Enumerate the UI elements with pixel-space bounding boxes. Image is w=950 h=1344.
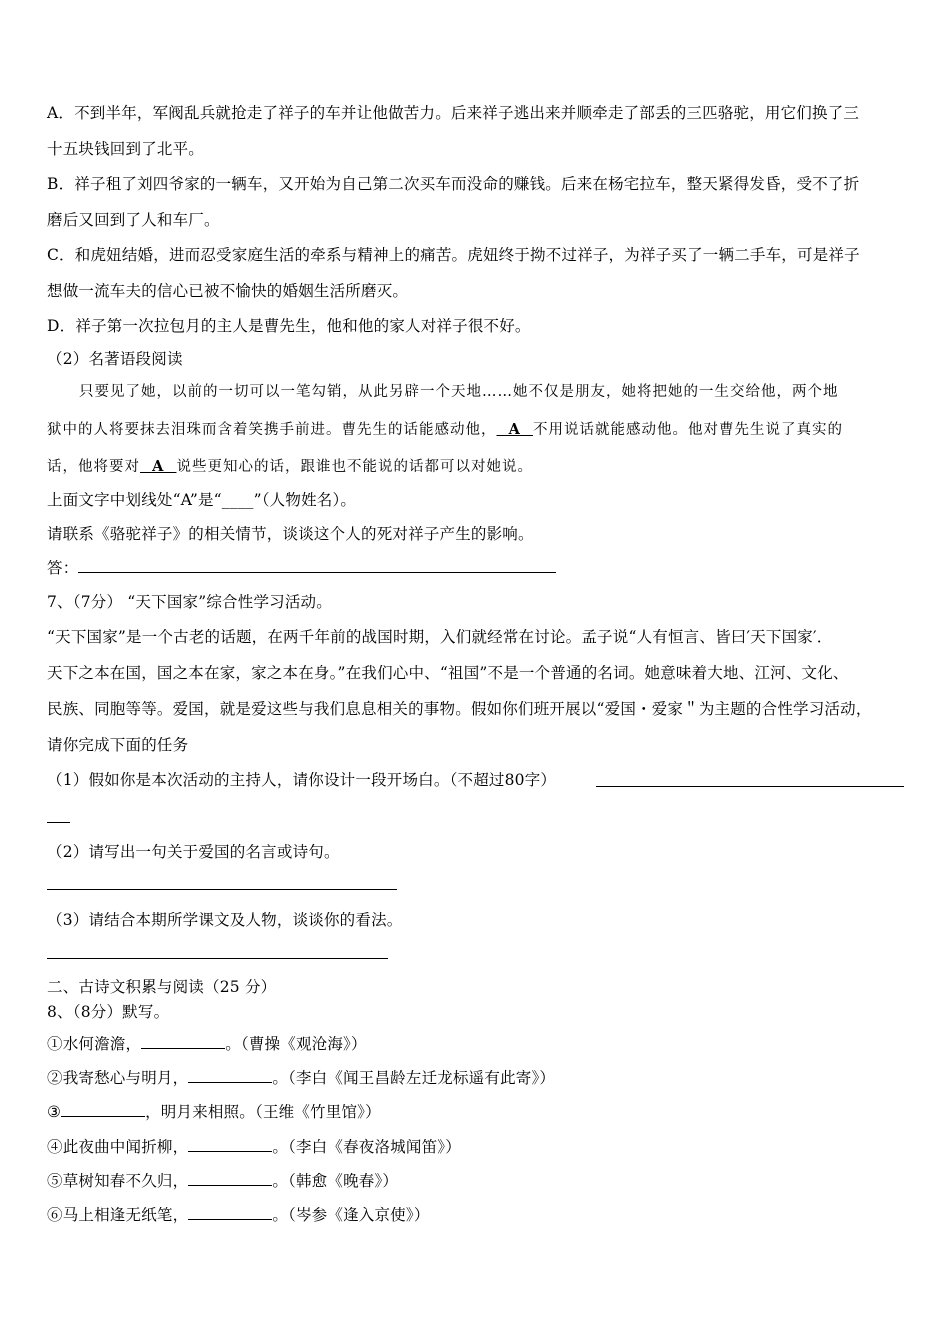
recite-item-5-before: ⑤草树知春不久归， — [47, 1172, 189, 1190]
q8-title: 8、（8分）默写。 — [47, 1003, 170, 1021]
q7-title: 7、（7分） “天下国家”综合性学习活动。 — [47, 593, 332, 611]
recite-blank-2[interactable] — [188, 1068, 272, 1083]
q7-para-line-4: 请你完成下面的任务 — [47, 736, 189, 754]
recite-item-1-before: ①水何澹澹， — [47, 1035, 142, 1053]
recite-blank-6[interactable] — [188, 1205, 272, 1220]
recite-blank-5[interactable] — [188, 1171, 272, 1186]
passage-line-1: 只要见了她，以前的一切可以一笔勾销，从此另辟一个天地……她不仅是朋友，她将把她的一生交给他，两个地 — [79, 384, 839, 400]
recite-item-1 — [47, 1034, 367, 1054]
option-d: D．祥子第一次拉包月的主人是曹先生，他和他的家人对祥子很不好。 — [47, 317, 531, 335]
q7-para-line-3: 民族、同胞等等。爱国，就是爱这些与我们息息相关的事物。假如你们班开展以“爱国・爱家＂为主题的合性学习活动， — [47, 700, 872, 718]
recite-item-3-before: ③ — [47, 1103, 62, 1121]
passage-line-3-start: 话，他将要对 — [47, 459, 140, 475]
q7-task-1: （1）假如你是本次活动的主持人，请你设计一段开场白。（不超过80字） — [47, 771, 557, 789]
part2-title: （2）名著语段阅读 — [47, 350, 183, 368]
section-2-heading: 二、古诗文积累与阅读（25 分） — [47, 978, 277, 996]
question-relate-plot: 请联系《骆驼祥子》的相关情节，谈谈这个人的死对祥子产生的影响。 — [47, 525, 534, 543]
q7-task-3: （3）请结合本期所学课文及人物，谈谈你的看法。 — [47, 911, 403, 929]
task-1-answer-line-continued[interactable] — [47, 822, 70, 823]
passage-blank-a-1: A — [496, 421, 533, 438]
recite-item-2-after: 。（李白《闻王昌龄左迁龙标遥有此寄》） — [272, 1069, 556, 1087]
q7-para-line-1: “天下国家”是一个古老的话题，在两千年前的战国时期，入们就经常在讨论。孟子说“人有恒言、皆曰′天下国家′． — [47, 628, 833, 646]
passage-line-3 — [47, 457, 533, 477]
recite-blank-1[interactable] — [141, 1034, 225, 1049]
recite-item-1-after: 。（曹操《观沧海》） — [225, 1035, 367, 1053]
recite-item-2-before: ②我寄愁心与明月， — [47, 1069, 189, 1087]
recite-item-4-before: ④此夜曲中闻折柳， — [47, 1138, 189, 1156]
answer-line[interactable] — [78, 572, 556, 573]
recite-blank-4[interactable] — [188, 1137, 272, 1152]
recite-blank-3[interactable] — [61, 1102, 145, 1117]
recite-item-4-after: 。（李白《春夜洛城闻笛》） — [272, 1138, 461, 1156]
answer-label: 答： — [47, 559, 79, 577]
option-b-line-2: 磨后又回到了人和车厂。 — [47, 211, 220, 229]
passage-line-3-end: 说些更知心的话，跟谁也不能说的话都可以对她说。 — [176, 459, 533, 475]
option-c-line-1: C．和虎妞结婚，进而忍受家庭生活的牵系与精神上的痛苦。虎妞终于拗不过祥子，为祥子买了一辆二手车，可是祥子 — [47, 246, 860, 264]
recite-item-4 — [47, 1137, 461, 1157]
recite-item-6-before: ⑥马上相逢无纸笔， — [47, 1206, 189, 1224]
recite-item-5-after: 。（韩愈《晚春》） — [272, 1172, 399, 1190]
q7-para-line-2: 天下之本在国，国之本在家，家之本在身。”在我们心中、“祖国”不是一个普通的名词。她意味着大地、江河、文化、 — [47, 664, 849, 682]
task-1-answer-line[interactable] — [596, 786, 904, 787]
recite-item-6-after: 。（岑参《逢入京使》） — [272, 1206, 430, 1224]
passage-blank-a-2: A — [140, 458, 177, 475]
passage-line-2 — [47, 420, 843, 440]
q7-task-2: （2）请写出一句关于爱国的名言或诗句。 — [47, 843, 340, 861]
option-b-line-1: B．祥子租了刘四爷家的一辆车，又开始为自己第二次买车而没命的赚钱。后来在杨宅拉车，整天紧得发昏，受不了折 — [47, 175, 860, 193]
task-2-answer-line[interactable] — [47, 889, 397, 890]
passage-line-2-start: 狱中的人将要抹去泪珠而含着笑携手前进。曹先生的话能感动他， — [47, 422, 497, 438]
recite-item-3 — [47, 1102, 381, 1122]
recite-item-2 — [47, 1068, 555, 1088]
task-3-answer-line[interactable] — [47, 958, 388, 959]
option-a-line-2: 十五块钱回到了北平。 — [47, 140, 205, 158]
question-name-a: 上面文字中划线处“A”是“____”（人物姓名）。 — [47, 491, 357, 509]
passage-line-2-end: 不用说话就能感动他。他对曹先生说了真实的 — [532, 422, 843, 438]
option-c-line-2: 想做一流车夫的信心已被不愉快的婚姻生活所磨灭。 — [47, 282, 409, 300]
recite-item-6 — [47, 1205, 430, 1225]
option-a-line-1: A．不到半年，军阀乱兵就抢走了祥子的车并让他做苦力。后来祥子逃出来并顺牵走了部丢的三匹骆驼，用它们换了三 — [47, 104, 860, 122]
recite-item-5 — [47, 1171, 398, 1191]
recite-item-3-after: ，明月来相照。（王维《竹里馆》） — [145, 1103, 381, 1121]
